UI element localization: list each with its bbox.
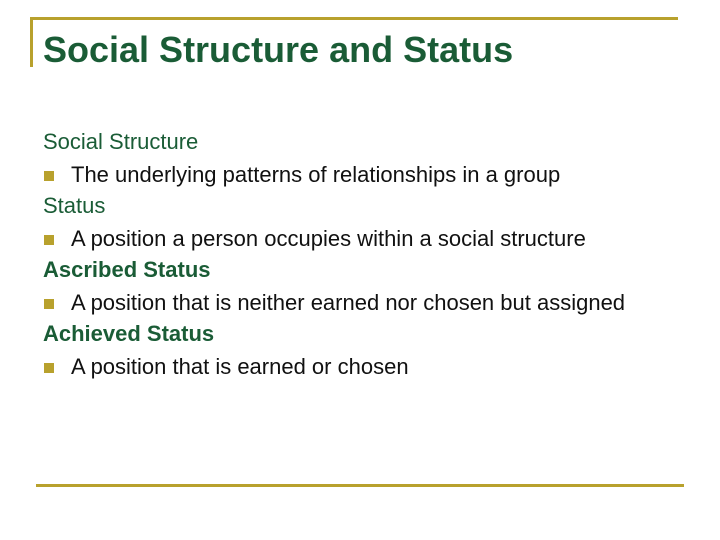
square-bullet-icon [44,299,54,309]
section-heading-achieved-status: Achieved Status [43,321,215,346]
left-rule [30,17,33,67]
bullet-text: A position that is neither earned nor chosen but assigned [71,290,626,315]
section-bullet-achieved-status [43,350,683,382]
section-bullet-ascribed-status [43,286,683,318]
section-heading-ascribed-status: Ascribed Status [43,257,211,282]
bullet-text: The underlying patterns of relationships in a group [71,162,561,187]
bullet-text: A position a person occupies within a social structure [71,226,586,251]
section-heading-social-structure: Social Structure [43,129,199,154]
section-bullet-status [43,222,683,254]
slide-title: Social Structure and Status [43,29,514,70]
square-bullet-icon [44,235,54,245]
slide-body [43,126,683,382]
bullet-text: A position that is earned or chosen [71,354,409,379]
section-heading-status: Status [43,193,106,218]
square-bullet-icon [44,363,54,373]
section-bullet-social-structure [43,158,683,190]
top-rule [30,17,678,20]
bottom-rule [36,484,684,487]
square-bullet-icon [44,171,54,181]
